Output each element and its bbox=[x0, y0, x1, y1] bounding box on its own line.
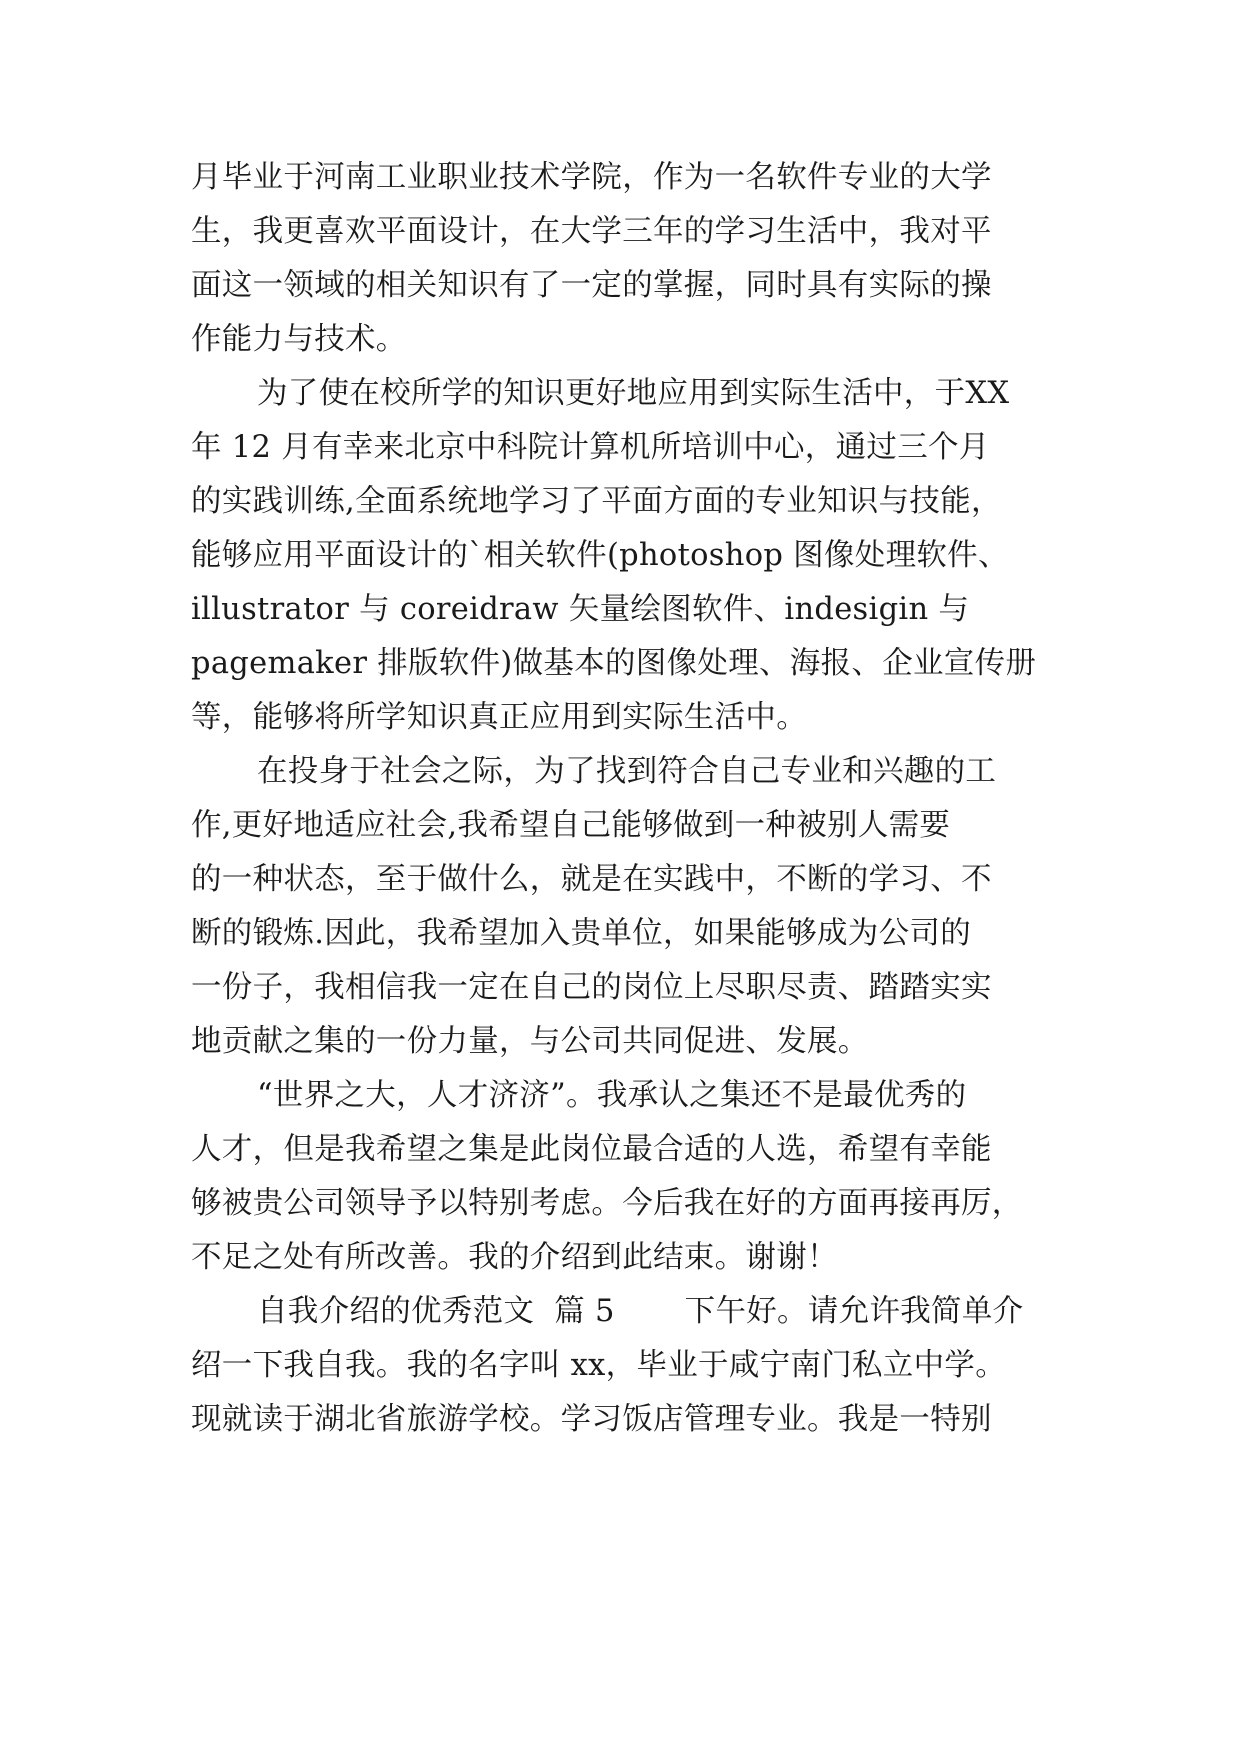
text-line: 面这一领域的相关知识有了一定的掌握，同时具有实际的操 bbox=[191, 268, 992, 303]
paragraph-first-line: 自我介绍的优秀范文 篇 5 下午好。请允许我简单介 bbox=[257, 1294, 1024, 1329]
text-line: illustrator 与 coreidraw 矢量绘图软件、indesigin 与 bbox=[191, 592, 970, 627]
text-line: 作能力与技术。 bbox=[191, 322, 407, 357]
text-line: 的一种状态，至于做什么，就是在实践中，不断的学习、不 bbox=[191, 862, 992, 897]
text-line: 的实践训练,全面系统地学习了平面方面的专业知识与技能， bbox=[191, 484, 1002, 519]
text-line: 断的锻炼.因此，我希望加入贵单位，如果能够成为公司的 bbox=[191, 916, 971, 951]
text-line: 现就读于湖北省旅游学校。学习饭店管理专业。我是一特别 bbox=[191, 1402, 992, 1437]
text-line: 人才，但是我希望之集是此岗位最合适的人选，希望有幸能 bbox=[191, 1132, 992, 1167]
text-line: 月毕业于河南工业职业技术学院，作为一名软件专业的大学 bbox=[191, 160, 992, 195]
text-line: 生，我更喜欢平面设计，在大学三年的学习生活中，我对平 bbox=[191, 214, 992, 249]
text-line: 作,更好地适应社会,我希望自己能够做到一种被别人需要 bbox=[191, 808, 951, 843]
text-line: 够被贵公司领导予以特别考虑。今后我在好的方面再接再厉， bbox=[191, 1186, 1023, 1221]
text-line: 一份子，我相信我一定在自己的岗位上尽职尽责、踏踏实实 bbox=[191, 970, 992, 1005]
text-line: 等，能够将所学知识真正应用到实际生活中。 bbox=[191, 700, 807, 735]
text-line: 绍一下我自我。我的名字叫 xx，毕业于咸宁南门私立中学。 bbox=[191, 1348, 1006, 1383]
text-line: 不足之处有所改善。我的介绍到此结束。谢谢！ bbox=[191, 1240, 838, 1275]
paragraph-first-line: 为了使在校所学的知识更好地应用到实际生活中，于XX bbox=[257, 376, 1010, 411]
text-line: 年 12 月有幸来北京中科院计算机所培训中心，通过三个月 bbox=[191, 430, 990, 465]
paragraph-first-line: 在投身于社会之际，为了找到符合自己专业和兴趣的工 bbox=[257, 754, 997, 789]
text-line: 地贡献之集的一份力量，与公司共同促进、发展。 bbox=[191, 1024, 869, 1059]
text-line: pagemaker 排版软件)做基本的图像处理、海报、企业宣传册 bbox=[191, 646, 1037, 681]
paragraph-first-line: “世界之大，人才济济”。我承认之集还不是最优秀的 bbox=[257, 1078, 967, 1113]
text-line: 能够应用平面设计的`相关软件(photoshop 图像处理软件、 bbox=[191, 538, 1009, 573]
